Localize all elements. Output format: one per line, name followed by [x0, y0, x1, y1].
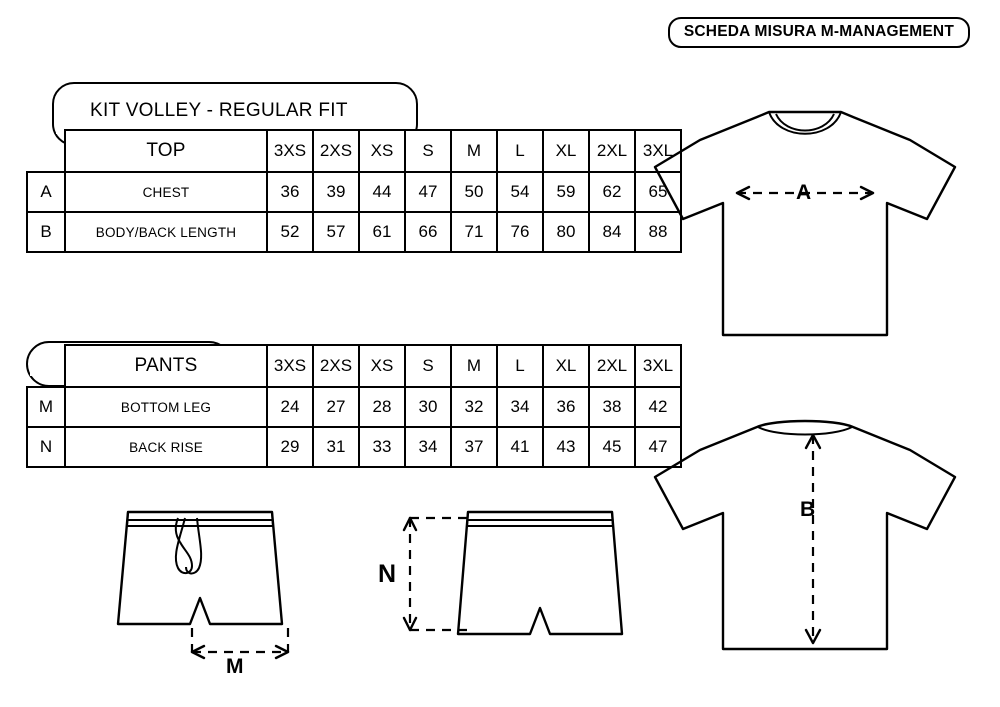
pants-table-size-4: M [451, 345, 497, 387]
top-row-0-value-1: 39 [313, 172, 359, 212]
pants-row-0-value-5: 34 [497, 387, 543, 427]
top-row-1-value-3: 66 [405, 212, 451, 252]
pants-row-0-value-0: 24 [267, 387, 313, 427]
top-table-size-7: 2XL [589, 130, 635, 172]
pants-row-1-value-2: 33 [359, 427, 405, 467]
top-row-0-value-5: 54 [497, 172, 543, 212]
pants-row-0-value-8: 42 [635, 387, 681, 427]
pants-row-0-value-2: 28 [359, 387, 405, 427]
top-row-0-value-2: 44 [359, 172, 405, 212]
pants-row-0-value-4: 32 [451, 387, 497, 427]
top-row-0-value-6: 59 [543, 172, 589, 212]
pants-table-corner-blank [27, 345, 65, 387]
pants-table-size-6: XL [543, 345, 589, 387]
pants-table-block [26, 344, 682, 468]
pants-row-1-value-7: 45 [589, 427, 635, 467]
pants-row-0-name: BOTTOM LEG [65, 387, 267, 427]
shorts-front-dimension-arrow [184, 622, 304, 662]
top-table-size-0: 3XS [267, 130, 313, 172]
shorts-front-figure [100, 498, 320, 688]
top-row-0-letter: A [27, 172, 65, 212]
top-table-section-label: TOP [65, 130, 267, 172]
top-row-0-value-4: 50 [451, 172, 497, 212]
pants-table-size-7: 2XL [589, 345, 635, 387]
pants-table [26, 344, 682, 468]
shirt-front-icon [645, 95, 965, 340]
table-row [27, 427, 681, 467]
top-table-size-8: 3XL [635, 130, 681, 172]
top-row-1-value-0: 52 [267, 212, 313, 252]
pants-table-section-label: PANTS [65, 345, 267, 387]
top-row-1-value-1: 57 [313, 212, 359, 252]
sheet-title-text: SCHEDA MISURA M-MANAGEMENT [683, 23, 954, 40]
pants-row-1-value-4: 37 [451, 427, 497, 467]
pants-row-0-value-3: 30 [405, 387, 451, 427]
table-row [27, 172, 681, 212]
top-table-size-5: L [497, 130, 543, 172]
shirt-front-figure [645, 95, 965, 340]
pants-table-size-1: 2XS [313, 345, 359, 387]
top-table-size-4: M [451, 130, 497, 172]
pants-table-size-2: XS [359, 345, 405, 387]
top-table [26, 129, 682, 253]
top-row-1-value-6: 80 [543, 212, 589, 252]
pants-row-1-value-5: 41 [497, 427, 543, 467]
pants-row-0-value-6: 36 [543, 387, 589, 427]
top-table-size-3: S [405, 130, 451, 172]
top-row-0-value-0: 36 [267, 172, 313, 212]
shirt-front-dimension-label: A [796, 181, 812, 204]
top-table-title: KIT VOLLEY - REGULAR FIT [90, 100, 348, 121]
top-row-1-value-2: 61 [359, 212, 405, 252]
pants-row-0-value-1: 27 [313, 387, 359, 427]
pants-table-header-row [27, 345, 681, 387]
top-table-header-row [27, 130, 681, 172]
pants-row-1-value-3: 34 [405, 427, 451, 467]
shorts-front-dimension-label: M [226, 655, 244, 678]
top-row-1-value-8: 88 [635, 212, 681, 252]
table-row [27, 387, 681, 427]
shorts-back-dimension-arrow [400, 512, 520, 652]
top-table-corner-blank [27, 130, 65, 172]
pants-row-0-value-7: 38 [589, 387, 635, 427]
shirt-back-figure [645, 405, 965, 655]
top-row-1-value-7: 84 [589, 212, 635, 252]
shirt-back-dimension-arrow [793, 429, 833, 679]
table-row [27, 212, 681, 252]
top-row-0-value-3: 47 [405, 172, 451, 212]
shorts-back-dimension-label: N [378, 560, 397, 588]
pants-row-1-letter: N [27, 427, 65, 467]
top-row-0-name: CHEST [65, 172, 267, 212]
pants-row-1-name: BACK RISE [65, 427, 267, 467]
pants-row-1-value-0: 29 [267, 427, 313, 467]
pants-row-0-letter: M [27, 387, 65, 427]
shorts-back-figure [378, 498, 630, 688]
pants-table-size-3: S [405, 345, 451, 387]
top-table-size-6: XL [543, 130, 589, 172]
pants-table-size-0: 3XS [267, 345, 313, 387]
top-row-0-value-8: 65 [635, 172, 681, 212]
pants-row-1-value-1: 31 [313, 427, 359, 467]
pants-table-size-5: L [497, 345, 543, 387]
pants-row-1-value-6: 43 [543, 427, 589, 467]
top-row-1-name: BODY/BACK LENGTH [65, 212, 267, 252]
top-row-1-value-5: 76 [497, 212, 543, 252]
top-row-1-letter: B [27, 212, 65, 252]
shirt-back-dimension-label: B [800, 498, 816, 521]
top-row-0-value-7: 62 [589, 172, 635, 212]
sheet-title-badge [668, 17, 970, 48]
pants-table-size-8: 3XL [635, 345, 681, 387]
top-table-size-2: XS [359, 130, 405, 172]
top-row-1-value-4: 71 [451, 212, 497, 252]
top-table-block [26, 129, 682, 253]
top-table-size-1: 2XS [313, 130, 359, 172]
pants-row-1-value-8: 47 [635, 427, 681, 467]
